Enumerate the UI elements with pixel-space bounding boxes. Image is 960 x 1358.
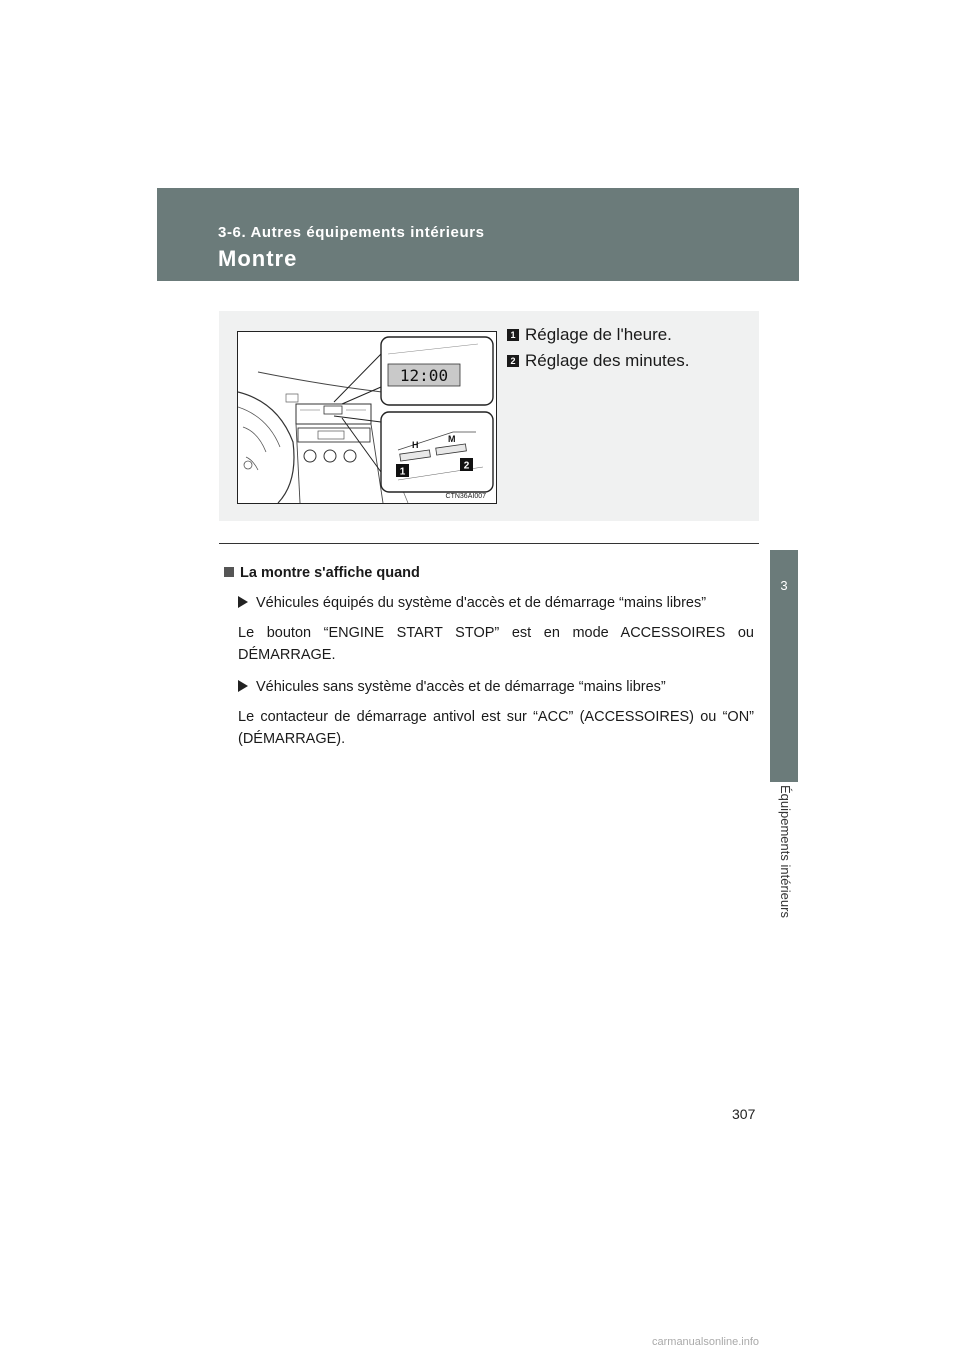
body-heading-text: La montre s'affiche quand [240,565,420,581]
condition-text-2: Véhicules sans système d'accès et de démarrage “mains libres” [256,679,666,695]
page-title: Montre [218,246,298,271]
condition-bullet-2 [224,676,754,698]
legend-marker-1: 1 [507,329,519,341]
condition-paragraph-1: Le bouton “ENGINE START STOP” est en mode ACCESSOIRES ou DÉMARRAGE. [238,625,754,663]
square-bullet-icon [224,567,234,577]
clock-display-text: 12:00 [399,366,449,385]
watermark: carmanualsonline.info [652,1336,760,1348]
callout-2-text: 2 [463,460,470,472]
chapter-number: 3 [780,578,788,593]
arrow-right-icon [238,596,248,608]
section-divider [219,543,759,544]
body-heading [224,562,754,584]
legend-marker-2: 2 [507,355,519,367]
callout-1-text: 1 [399,466,406,478]
section-label: 3-6. Autres équipements intérieurs [218,224,485,241]
legend-item-1 [507,325,672,345]
chapter-tab [770,550,798,782]
dashboard-drawing [238,332,496,503]
condition-paragraph-2: Le contacteur de démarrage antivol est sur “ACC” (ACCESSOIRES) ou “ON” (DÉMARRAGE). [238,709,754,747]
page-number: 307 [732,1106,756,1122]
chapter-label: Équipements intérieurs [778,785,793,918]
condition-bullet-1 [224,592,754,614]
section-header [157,188,799,281]
body-content [224,562,754,760]
legend-item-2 [507,351,689,371]
dashboard-illustration [237,331,497,504]
legend-text-1: Réglage de l'heure. [525,325,672,344]
figure-code: CTN36AI007 [445,493,486,500]
condition-text-1: Véhicules équipés du système d'accès et de démarrage “mains libres” [256,595,707,611]
arrow-right-icon [238,680,248,692]
button-h-label: H [412,440,419,450]
legend-text-2: Réglage des minutes. [525,351,690,370]
button-m-label: M [448,434,456,444]
